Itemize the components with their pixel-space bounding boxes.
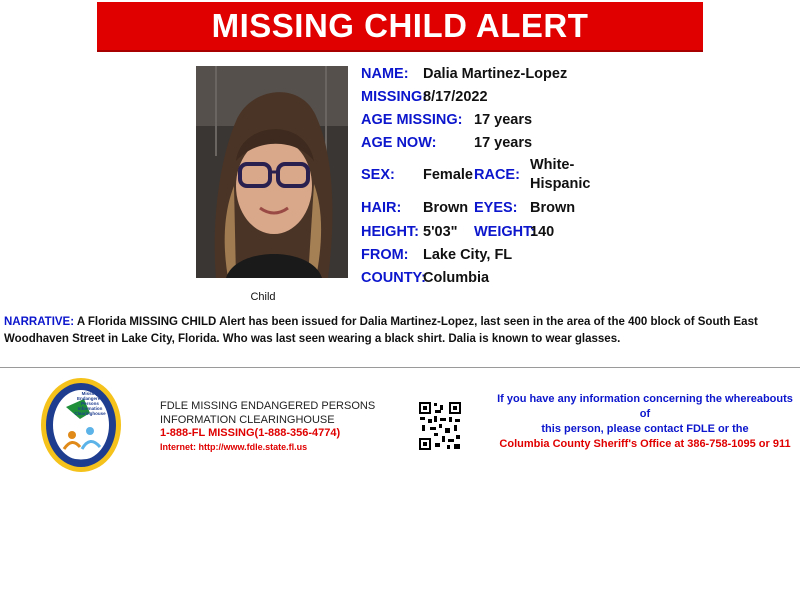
child-details [361,62,590,289]
qr-code-icon [418,401,462,451]
age-missing-label: AGE MISSING: [361,111,463,128]
hair-eyes-row [361,196,590,220]
clearinghouse-logo [40,377,122,474]
race-value [530,156,590,194]
narrative [4,314,794,347]
logo-text-line: Missing [81,391,99,396]
narrative-text: A Florida MISSING CHILD Alert has been issued for Dalia Martinez-Lopez, last seen in the area of the 400 block of South East Woodhaven Street in Lake City, Florida. Who was last seen wearing a black shirt. Dalia is known to wear glasses. [4,316,758,345]
logo-text-line: Endangered [76,396,103,401]
race-label: RACE: [474,167,520,183]
name-label: NAME: [361,65,409,82]
phone-number: 1-888-FL MISSING(1-888-356-4774) [160,427,341,439]
fdle-info [160,400,375,454]
org-line-2: INFORMATION CLEARINGHOUSE [160,413,335,426]
age-now-row [361,131,590,154]
sex-race-row [361,154,590,196]
logo-text-line: Clearinghouse [74,411,106,416]
contact-line-3: Columbia County Sheriff's Office at 386-758-1095 or 911 [499,438,791,450]
from-row [361,243,590,266]
from-label: FROM: [361,246,409,263]
age-now-value: 17 years [474,134,533,151]
logo-text-line: Information [77,406,103,411]
missing-row [361,85,590,108]
hair-value: Brown [423,200,469,216]
county-label: COUNTY: [361,269,426,286]
race-value-line1: White- [530,157,575,173]
from-value: Lake City, FL [423,246,513,263]
name-value: Dalia Martinez-Lopez [423,65,568,82]
divider [0,367,800,368]
county-value: Columbia [423,269,490,286]
height-label: HEIGHT: [361,223,419,240]
eyes-label: EYES: [474,200,518,216]
age-now-label: AGE NOW: [361,134,437,151]
age-missing-row [361,108,590,131]
missing-value: 8/17/2022 [423,88,488,105]
sex-value: Female [423,167,473,183]
weight-label: WEIGHT: [474,223,536,240]
qr-code [418,401,462,451]
alert-banner [97,2,703,50]
name-row [361,62,590,85]
missing-label: MISSING: [361,88,428,105]
logo-text-line: Persons [81,401,99,406]
race-value-line2: Hispanic [530,176,591,192]
height-value: 5'03" [423,223,458,240]
hair-label: HAIR: [361,200,402,216]
county-row [361,266,590,289]
height-weight-row [361,220,590,243]
logo-text [70,391,110,416]
internet-link[interactable]: Internet: http://www.fdle.state.fl.us [160,441,308,452]
org-line-1: FDLE MISSING ENDANGERED PERSONS [160,400,376,412]
narrative-label: NARRATIVE: [4,316,75,328]
weight-value: 140 [530,223,555,240]
child-photo-illustration [196,66,348,278]
sex-label: SEX: [361,167,395,183]
age-missing-value: 17 years [474,111,533,128]
contact-info [494,392,796,452]
contact-line-2: this person, please contact FDLE or the [541,423,749,435]
alert-title: MISSING CHILD ALERT [211,7,589,44]
contact-line-1: If you have any information concerning the whereabouts of [497,393,793,420]
photo-caption: Child [250,291,276,303]
child-photo [196,66,348,278]
eyes-value: Brown [530,200,576,216]
